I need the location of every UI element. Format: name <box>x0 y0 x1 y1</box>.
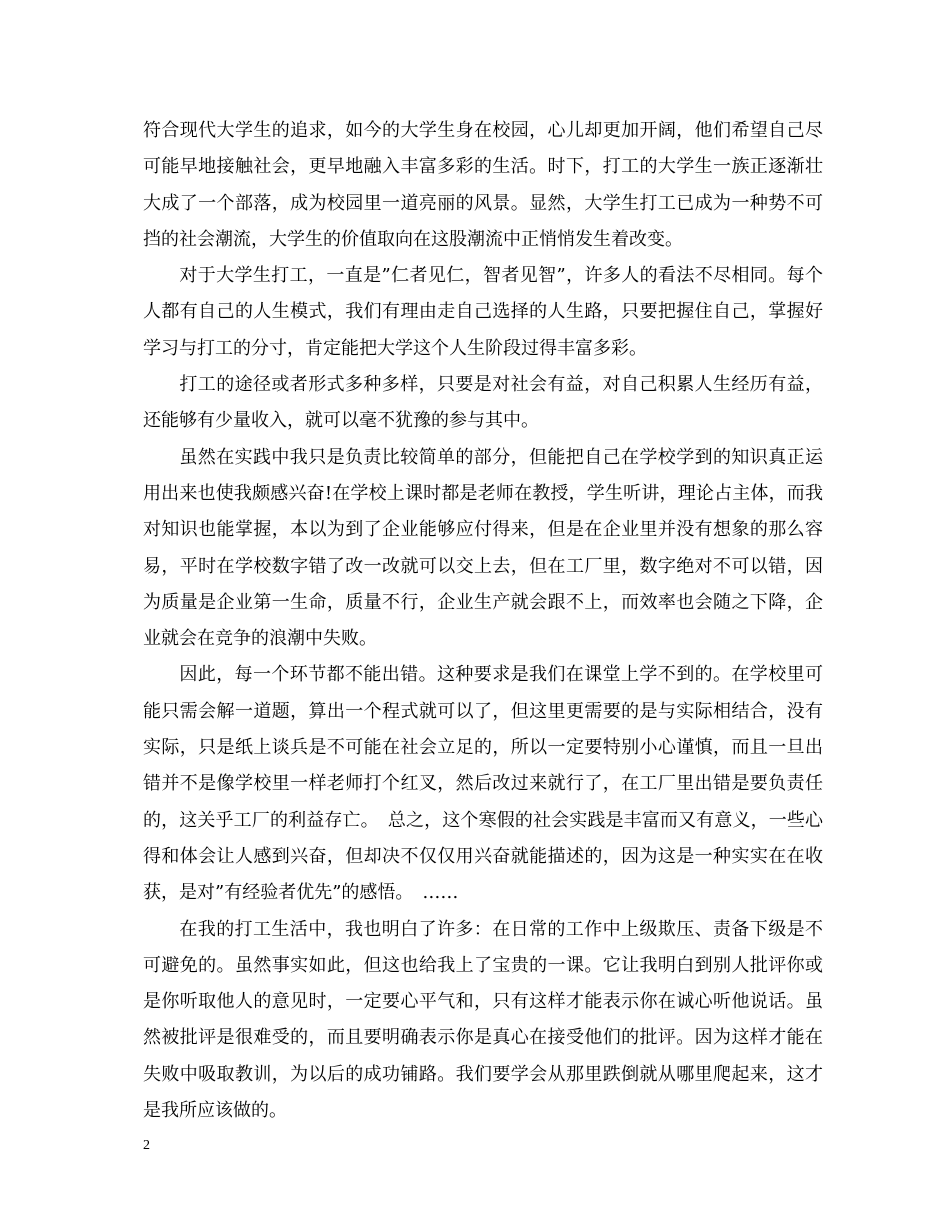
page-number: 2 <box>143 1138 150 1153</box>
paragraph-text: 因此，每一个环节都不能出错。这种要求是我们在课堂上学不到的。在学校里可能只需会解一道题，算出一个程式就可以了，但这里更需要的是与实际相结合，没有实际，只是纸上谈兵是不可能在社会立足的，所以一定要特别小心谨慎，而且一旦出错并不是像学校里一样老师打个红叉，然后改过来就行了，在工厂里出错是要负责任的，这关乎工厂的利益存亡。 总之，这个寒假的社会实践是丰富而又有意义，一些心得和体会让人感到兴奋，但却决不仅仅用兴奋就能描述的，因为这是一种实实在在收获，是对”有经验者优先”的感悟。 …… <box>143 664 823 904</box>
body-text <box>143 113 823 1129</box>
paragraph <box>143 367 823 440</box>
paragraph-text: 虽然在实践中我只是负责比较简单的部分，但能把自己在学校学到的知识真正运用出来也使我颇感兴奋!在学校上课时都是老师在教授，学生听讲，理论占主体，而我对知识也能掌握，本以为到了企业能够应付得来，但是在企业里并没有想象的那么容易，平时在学校数字错了改一改就可以交上去，但在工厂里，数字绝对不可以错，因为质量是企业第一生命，质量不行，企业生产就会跟不上，而效率也会随之下降，企业就会在竞争的浪潮中失败。 <box>143 446 823 650</box>
paragraph <box>143 912 823 1130</box>
paragraph-text: 符合现代大学生的追求，如今的大学生身在校园，心儿却更加开阔，他们希望自己尽可能早地接触社会，更早地融入丰富多彩的生活。时下，打工的大学生一族正逐渐壮大成了一个部落，成为校园里一道亮丽的风景。显然，大学生打工已成为一种势不可挡的社会潮流，大学生的价值取向在这股潮流中正悄悄发生着改变。 <box>143 120 823 250</box>
paragraph-text: 在我的打工生活中，我也明白了许多：在日常的工作中上级欺压、责备下级是不可避免的。虽然事实如此，但这也给我上了宝贵的一课。它让我明白到别人批评你或是你听取他人的意见时，一定要心平气和，只有这样才能表示你在诚心听他说话。虽然被批评是很难受的，而且要明确表示你是真心在接受他们的批评。因为这样才能在失败中吸取教训，为以后的成功铺路。我们要学会从那里跌倒就从哪里爬起来，这才是我所应该做的。 <box>143 918 823 1122</box>
paragraph <box>143 258 823 367</box>
paragraph-text: 对于大学生打工，一直是”仁者见仁，智者见智”，许多人的看法不尽相同。每个人都有自己的人生模式，我们有理由走自己选择的人生路，只要把握住自己，掌握好学习与打工的分寸，肯定能把大学这个人生阶段过得丰富多彩。 <box>143 265 823 359</box>
paragraph-text: 打工的途径或者形式多种多样，只要是对社会有益，对自己积累人生经历有益，还能够有少量收入，就可以毫不犹豫的参与其中。 <box>143 374 823 432</box>
paragraph <box>143 113 823 258</box>
paragraph <box>143 440 823 658</box>
paragraph <box>143 657 823 911</box>
